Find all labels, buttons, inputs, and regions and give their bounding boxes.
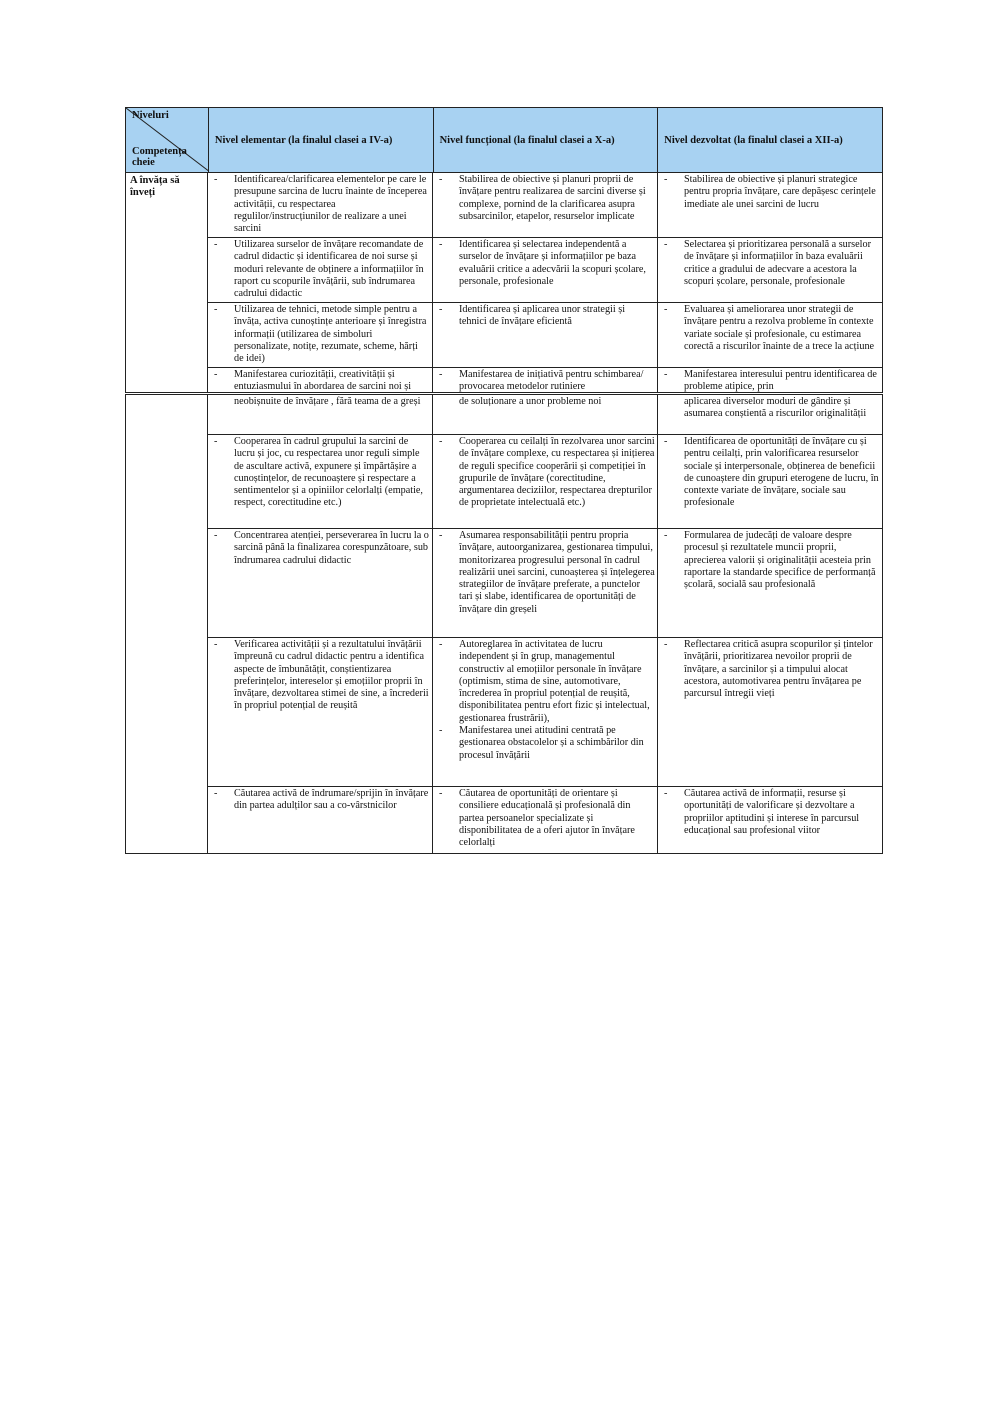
header-col-functional: Nivel funcțional (la finalul clasei a X-a) bbox=[434, 108, 659, 172]
table-row bbox=[208, 303, 883, 368]
table-header-row bbox=[125, 107, 883, 173]
cell-dezvoltat: - Manifestarea interesului pentru identificarea de probleme atipice, prin bbox=[658, 368, 883, 392]
table-row bbox=[208, 395, 883, 435]
cell-elementar: - Cooperarea în cadrul grupului la sarcini de lucru și joc, cu respectarea unor reguli simple de ascultare activă, expunere și împărtășire a cunoștințelor, de recunoaștere și respectare a sentimentelor și a opiniilor celorlalți (empatie, respect, corectitudine etc.) bbox=[208, 435, 433, 528]
rows-container-part2 bbox=[208, 395, 883, 854]
bullet-item: - Manifestarea unei atitudini centrată pe gestionarea obstacolelor și a schimbărilor din procesul învățării bbox=[439, 725, 644, 761]
header-col-dezvoltat: Nivel dezvoltat (la finalul clasei a XII-a) bbox=[658, 108, 883, 172]
cell-functional: - Autoreglarea în activitatea de lucru independent și în grup, managementul constructiv al emoțiilor personale în învățare (optimism, stima de sine, automotivare, încrederea în propriul potențial de reușită, disponibilitatea pentru efort fizic și intelectual, gestionarea frustrării), - Manifestarea unei atitudini centrată pe gestionarea obstacolelor și a schimbărilor din procesul învățării bbox=[433, 638, 658, 786]
cell-dezvoltat: - Căutarea activă de informații, resurse și oportunități de valorificare și dezvoltare a propriilor aptitudini și interese în parcursul educațional sau profesional viitor bbox=[658, 787, 883, 853]
cell-dezvoltat: - Identificarea de oportunități de învățare cu și pentru ceilalți, prin valorificarea resurselor sociale și interpersonale, obținerea de beneficii de cunoaștere din grupuri eterogene de lucru, în contexte variate de învățare, sociale sau profesionale bbox=[658, 435, 883, 528]
competence-name: A învăța să înveți bbox=[125, 173, 208, 393]
cell-dezvoltat: - Selectarea și prioritizarea personală a surselor de învățare și informațiilor în baza evaluării critice a gradului de adecvare a acestora la scopuri școlare, personale, profesionale bbox=[658, 238, 883, 302]
cell-elementar: - Utilizarea surselor de învățare recomandate de cadrul didactic și identificarea de noi surse și moduri relevante de obținere a informațiilor în raport cu scopurile învățării, sub îndrumarea cadrului didactic bbox=[208, 238, 433, 302]
table-row bbox=[208, 435, 883, 529]
cell-functional: - Căutarea de oportunități de orientare și consiliere educațională și profesională din partea persoanelor specializate și disponibilitatea de a oferi ajutor în învățare celorlalți bbox=[433, 787, 658, 853]
cell-elementar: - Manifestarea curiozității, creativității și entuziasmului în abordarea de sarcini noi și bbox=[208, 368, 433, 392]
table-row bbox=[208, 368, 883, 393]
competence-column-continued bbox=[125, 395, 208, 854]
cell-functional: - Asumarea responsabilității pentru propria învățare, autoorganizarea, gestionarea timpului, monitorizarea progresului personal în cadrul realizării unei sarcini, cunoașterea și înțelegerea strategiilor de învățare preferate, a punctelor tari și slabe, identificarea de oportunități de învățare din greșeli bbox=[433, 529, 658, 637]
competence-table-part2 bbox=[125, 394, 883, 854]
cell-elementar: neobișnuite de învățare , fără teama de a greși bbox=[208, 395, 433, 434]
cell-functional: - Cooperarea cu ceilalți în rezolvarea unor sarcini de învățare complexe, cu respectarea și inițierea de reguli specifice cooperării și competiției în grupurile de învățare (corectitudine, argumentarea deciziilor, respectarea drepturilor de proprietate intelectuală etc.) bbox=[433, 435, 658, 528]
table-row bbox=[208, 173, 883, 238]
cell-elementar: - Concentrarea atenției, perseverarea în lucru la o sarcină până la finalizarea corespunzătoare, sub îndrumarea cadrului didactic bbox=[208, 529, 433, 637]
table-body-part2 bbox=[125, 394, 883, 854]
cell-functional: - Identificarea și aplicarea unor strategii și tehnici de învățare eficientă bbox=[433, 303, 658, 367]
header-levels-label: Niveluri bbox=[132, 110, 169, 121]
competence-table-part1 bbox=[125, 107, 883, 393]
cell-functional: - Identificarea și selectarea independentă a surselor de învățare și informațiilor pe baza evaluării critice a adecvării la scopuri școlare, personale, profesionale bbox=[433, 238, 658, 302]
header-competence-label: Competența cheie bbox=[132, 146, 187, 168]
table-row bbox=[208, 238, 883, 303]
table-row bbox=[208, 638, 883, 787]
cell-dezvoltat: - Formularea de judecăți de valoare despre procesul și rezultatele muncii proprii, aprecierea valorii și originalității acesteia prin raportare la standarde specifice de performanță școlară, socială sau profesională bbox=[658, 529, 883, 637]
header-corner-cell bbox=[125, 108, 209, 172]
header-col-elementar: Nivel elementar (la finalul clasei a IV-a) bbox=[209, 108, 434, 172]
rows-container-part1 bbox=[208, 173, 883, 393]
cell-functional: - Manifestarea de inițiativă pentru schimbarea/ provocarea metodelor rutiniere bbox=[433, 368, 658, 392]
table-row bbox=[208, 529, 883, 638]
cell-elementar: - Căutarea activă de îndrumare/sprijin în învățare din partea adulților sau a co-vârstnicilor bbox=[208, 787, 433, 853]
cell-dezvoltat: - Evaluarea și ameliorarea unor strategii de învățare pentru a rezolva probleme în contexte variate sociale și profesionale, cu estimarea corectă a riscurilor înainte de a trece la acțiune bbox=[658, 303, 883, 367]
cell-elementar: - Identificarea/clarificarea elementelor pe care le presupune sarcina de lucru înainte de începerea activității, cu respectarea regulilor/instrucțiunilor de realizare a unei sarcini bbox=[208, 173, 433, 237]
cell-functional: de soluționare a unor probleme noi bbox=[433, 395, 658, 434]
table-body-part1 bbox=[125, 173, 883, 393]
cell-dezvoltat: - Reflectarea critică asupra scopurilor și țintelor învățării, prioritizarea nevoilor proprii de învățare, a sarcinilor și a timpului alocat acestora, automotivarea pentru învățarea pe parcursul întregii vieți bbox=[658, 638, 883, 786]
cell-elementar: - Verificarea activității și a rezultatului învățării împreună cu cadrul didactic pentru a identifica aspecte de îmbunătățit, conștientizarea preferințelor, intereselor și emoțiilor proprii în învățare, dezvoltarea stimei de sine, a încrederii în propriul potențial de reușită bbox=[208, 638, 433, 786]
cell-dezvoltat: aplicarea diverselor moduri de gândire și asumarea conștientă a riscurilor originalității bbox=[658, 395, 883, 434]
cell-functional: - Stabilirea de obiective și planuri proprii de învățare pentru realizarea de sarcini diverse și complexe, pornind de la clarificarea asupra subsarcinilor, etapelor, resurselor implicate bbox=[433, 173, 658, 237]
table-row bbox=[208, 787, 883, 854]
cell-dezvoltat: - Stabilirea de obiective și planuri strategice pentru propria învățare, care depășesc cerințele imediate ale unei sarcini de lucru bbox=[658, 173, 883, 237]
cell-elementar: - Utilizarea de tehnici, metode simple pentru a învăța, activa cunoștințe anterioare și înregistra informații (utilizarea de simboluri personalizate, notițe, rezumate, scheme, hărți de idei) bbox=[208, 303, 433, 367]
